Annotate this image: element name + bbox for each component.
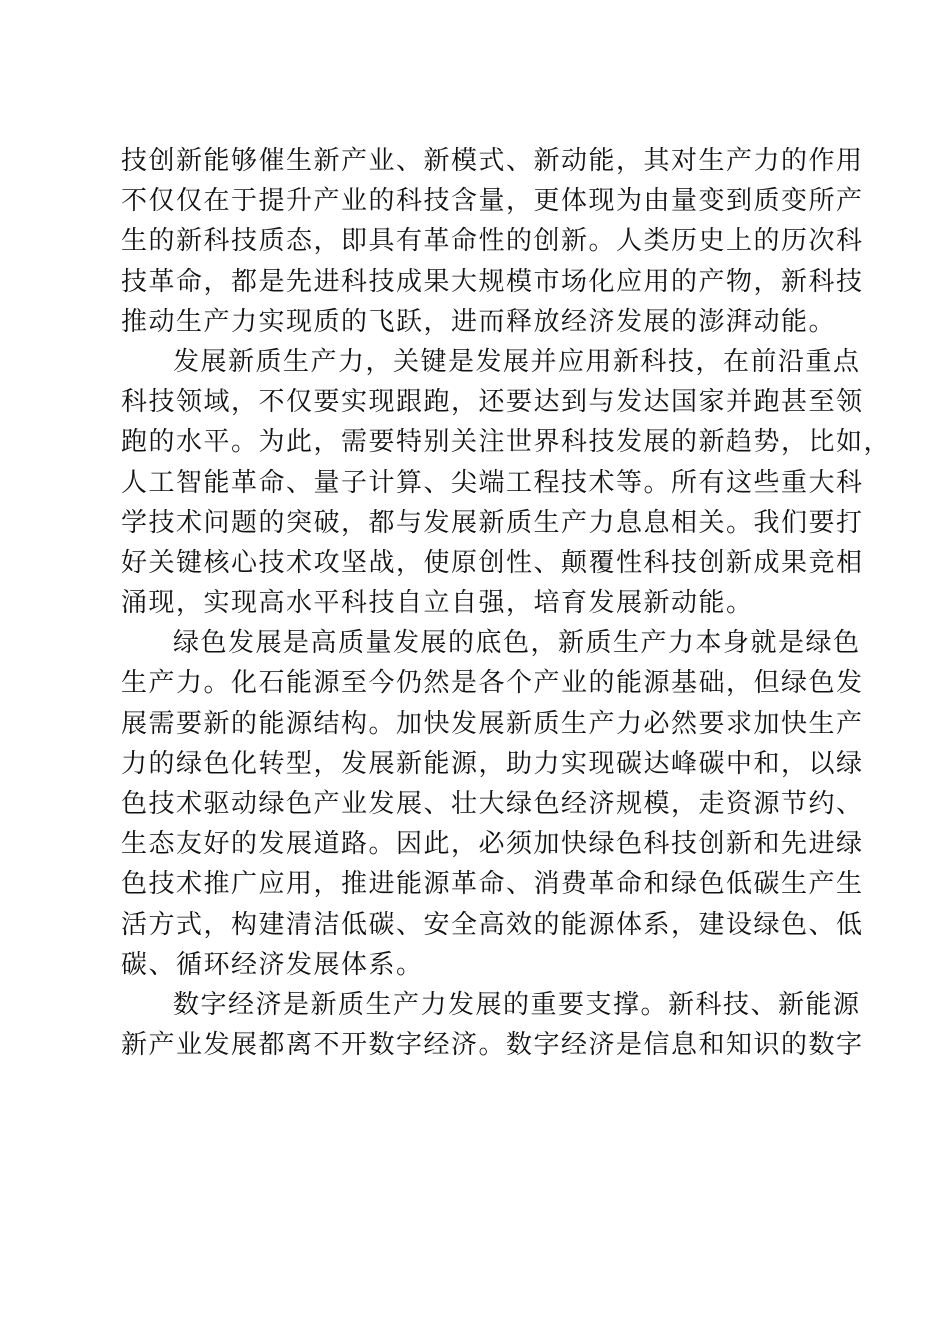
text-line: 生的新科技质态，即具有革命性的创新。人类历史上的历次科 bbox=[121, 226, 864, 257]
paragraph-first-line: 发展新质生产力，关键是发展并应用新科技，在前沿重点 bbox=[173, 346, 861, 377]
text-line: 色技术推广应用，推进能源革命、消费革命和绿色低碳生产生 bbox=[121, 869, 864, 900]
text-line: 生态友好的发展道路。因此，必须加快绿色科技创新和先进绿 bbox=[121, 829, 864, 860]
text-line: 科技领域，不仅要实现跟跑，还要达到与发达国家并跑甚至领 bbox=[121, 387, 864, 418]
text-line: 活方式，构建清洁低碳、安全高效的能源体系，建设绿色、低 bbox=[121, 909, 864, 940]
paragraph-first-line: 数字经济是新质生产力发展的重要支撑。新科技、新能源 bbox=[173, 989, 861, 1020]
text-line: 生产力。化石能源至今仍然是各个产业的能源基础，但绿色发 bbox=[121, 668, 864, 699]
text-line: 色技术驱动绿色产业发展、壮大绿色经济规模，走资源节约、 bbox=[121, 789, 864, 819]
text-line: 好关键核心技术攻坚战，使原创性、颠覆性科技创新成果竞相 bbox=[121, 547, 864, 578]
text-line: 跑的水平。为此，需要特别关注世界科技发展的新趋势，比如， bbox=[121, 427, 892, 458]
document-body bbox=[121, 141, 892, 1065]
text-line: 新产业发展都离不开数字经济。数字经济是信息和知识的数字 bbox=[121, 1030, 864, 1061]
text-line: 技创新能够催生新产业、新模式、新动能，其对生产力的作用 bbox=[121, 146, 864, 176]
text-line: 展需要新的能源结构。加快发展新质生产力必然要求加快生产 bbox=[121, 708, 864, 739]
text-line: 碳、循环经济发展体系。 bbox=[121, 949, 424, 980]
text-line: 技革命，都是先进科技成果大规模市场化应用的产物，新科技 bbox=[121, 266, 864, 297]
paragraph-first-line: 绿色发展是高质量发展的底色，新质生产力本身就是绿色 bbox=[173, 628, 861, 659]
text-line: 人工智能革命、量子计算、尖端工程技术等。所有这些重大科 bbox=[121, 467, 864, 498]
text-line: 不仅仅在于提升产业的科技含量，更体现为由量变到质变所产 bbox=[121, 186, 864, 217]
text-line: 推动生产力实现质的飞跃，进而释放经济发展的澎湃动能。 bbox=[121, 306, 837, 337]
text-line: 学技术问题的突破，都与发展新质生产力息息相关。我们要打 bbox=[121, 507, 864, 538]
text-line: 涌现，实现高水平科技自立自强，培育发展新动能。 bbox=[121, 588, 754, 619]
text-line: 力的绿色化转型，发展新能源，助力实现碳达峰碳中和，以绿 bbox=[121, 748, 864, 779]
